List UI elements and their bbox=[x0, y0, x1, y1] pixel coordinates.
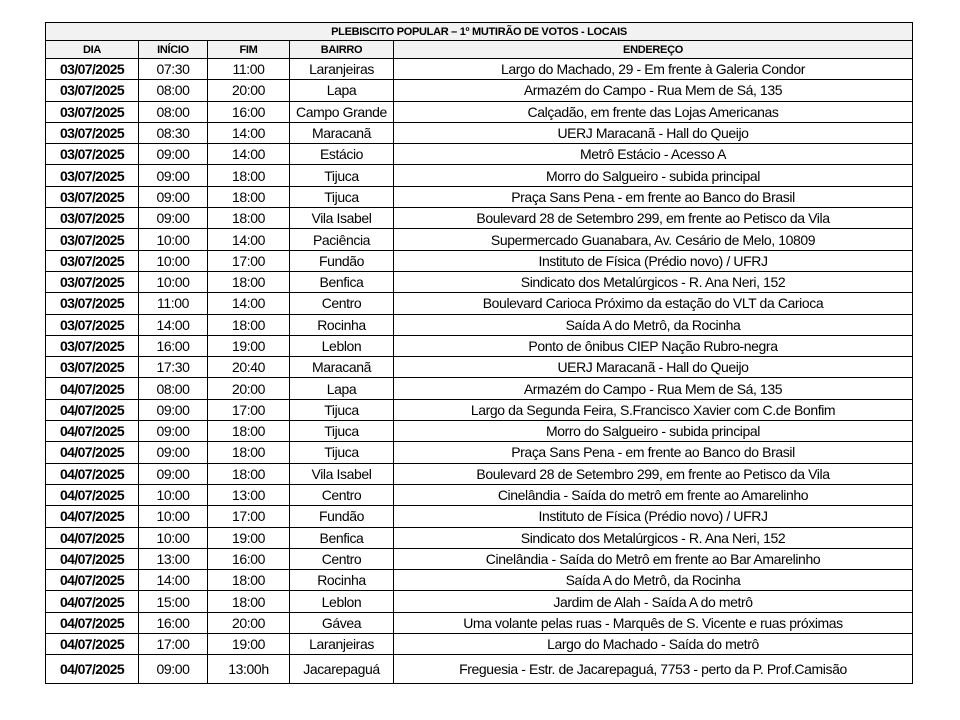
cell-fim: 18:00 bbox=[208, 186, 290, 207]
cell-endereco: Saída A do Metrô, da Rocinha bbox=[394, 314, 913, 335]
table-row bbox=[46, 80, 913, 101]
table-row bbox=[46, 314, 913, 335]
cell-fim: 17:00 bbox=[208, 506, 290, 527]
cell-endereco: Supermercado Guanabara, Av. Cesário de Melo, 10809 bbox=[394, 229, 913, 250]
cell-inicio: 08:30 bbox=[139, 122, 208, 143]
cell-endereco: Largo da Segunda Feira, S.Francisco Xavier com C.de Bonfim bbox=[394, 399, 913, 420]
cell-fim: 20:00 bbox=[208, 612, 290, 633]
cell-bairro: Tijuca bbox=[290, 186, 394, 207]
table-row bbox=[46, 655, 913, 684]
cell-inicio: 17:00 bbox=[139, 634, 208, 655]
table-row bbox=[46, 506, 913, 527]
table-header-row bbox=[46, 41, 913, 59]
cell-bairro: Estácio bbox=[290, 144, 394, 165]
cell-fim: 19:00 bbox=[208, 335, 290, 356]
cell-inicio: 10:00 bbox=[139, 527, 208, 548]
cell-bairro: Fundão bbox=[290, 250, 394, 271]
cell-bairro: Laranjeiras bbox=[290, 634, 394, 655]
cell-inicio: 09:00 bbox=[139, 655, 208, 684]
header-endereco: ENDEREÇO bbox=[394, 41, 913, 59]
cell-fim: 17:00 bbox=[208, 399, 290, 420]
cell-bairro: Centro bbox=[290, 293, 394, 314]
cell-endereco: Boulevard Carioca Próximo da estação do VLT da Carioca bbox=[394, 293, 913, 314]
cell-endereco: Boulevard 28 de Setembro 299, em frente ao Petisco da Vila bbox=[394, 463, 913, 484]
cell-bairro: Lapa bbox=[290, 378, 394, 399]
cell-inicio: 08:00 bbox=[139, 101, 208, 122]
header-bairro: BAIRRO bbox=[290, 41, 394, 59]
cell-bairro: Paciência bbox=[290, 229, 394, 250]
cell-dia: 04/07/2025 bbox=[46, 591, 139, 612]
cell-dia: 04/07/2025 bbox=[46, 655, 139, 684]
table-row bbox=[46, 421, 913, 442]
cell-inicio: 13:00 bbox=[139, 548, 208, 569]
cell-bairro: Rocinha bbox=[290, 570, 394, 591]
cell-fim: 13:00h bbox=[208, 655, 290, 684]
table-row bbox=[46, 612, 913, 633]
cell-inicio: 09:00 bbox=[139, 165, 208, 186]
table-row bbox=[46, 208, 913, 229]
cell-dia: 03/07/2025 bbox=[46, 144, 139, 165]
cell-dia: 04/07/2025 bbox=[46, 527, 139, 548]
cell-dia: 03/07/2025 bbox=[46, 208, 139, 229]
cell-endereco: UERJ Maracanã - Hall do Queijo bbox=[394, 357, 913, 378]
cell-dia: 03/07/2025 bbox=[46, 122, 139, 143]
cell-inicio: 09:00 bbox=[139, 144, 208, 165]
table-row bbox=[46, 186, 913, 207]
table-row bbox=[46, 357, 913, 378]
cell-bairro: Leblon bbox=[290, 335, 394, 356]
cell-fim: 18:00 bbox=[208, 208, 290, 229]
cell-bairro: Tijuca bbox=[290, 165, 394, 186]
cell-bairro: Centro bbox=[290, 548, 394, 569]
cell-dia: 04/07/2025 bbox=[46, 612, 139, 633]
table-title-row bbox=[46, 23, 913, 41]
cell-dia: 03/07/2025 bbox=[46, 250, 139, 271]
cell-bairro: Maracanã bbox=[290, 122, 394, 143]
cell-inicio: 14:00 bbox=[139, 314, 208, 335]
schedule-table bbox=[45, 22, 913, 684]
cell-fim: 18:00 bbox=[208, 314, 290, 335]
table-row bbox=[46, 229, 913, 250]
cell-dia: 04/07/2025 bbox=[46, 506, 139, 527]
header-inicio: INÍCIO bbox=[139, 41, 208, 59]
cell-endereco: Cinelândia - Saída do metrô em frente ao Amarelinho bbox=[394, 484, 913, 505]
table-title: PLEBISCITO POPULAR – 1º MUTIRÃO DE VOTOS - LOCAIS bbox=[46, 23, 913, 41]
cell-endereco: Freguesia - Estr. de Jacarepaguá, 7753 - perto da P. Prof.Camisão bbox=[394, 655, 913, 684]
cell-bairro: Vila Isabel bbox=[290, 208, 394, 229]
table-row bbox=[46, 548, 913, 569]
cell-fim: 18:00 bbox=[208, 271, 290, 292]
cell-bairro: Maracanã bbox=[290, 357, 394, 378]
cell-dia: 03/07/2025 bbox=[46, 59, 139, 80]
cell-endereco: Ponto de ônibus CIEP Nação Rubro-negra bbox=[394, 335, 913, 356]
cell-fim: 18:00 bbox=[208, 570, 290, 591]
cell-fim: 14:00 bbox=[208, 144, 290, 165]
table-row bbox=[46, 463, 913, 484]
cell-endereco: UERJ Maracanã - Hall do Queijo bbox=[394, 122, 913, 143]
cell-fim: 20:00 bbox=[208, 80, 290, 101]
cell-inicio: 09:00 bbox=[139, 208, 208, 229]
cell-inicio: 09:00 bbox=[139, 442, 208, 463]
cell-inicio: 16:00 bbox=[139, 612, 208, 633]
cell-dia: 04/07/2025 bbox=[46, 421, 139, 442]
cell-fim: 18:00 bbox=[208, 591, 290, 612]
cell-dia: 04/07/2025 bbox=[46, 399, 139, 420]
cell-endereco: Sindicato dos Metalúrgicos - R. Ana Neri, 152 bbox=[394, 527, 913, 548]
cell-inicio: 08:00 bbox=[139, 378, 208, 399]
cell-endereco: Armazém do Campo - Rua Mem de Sá, 135 bbox=[394, 378, 913, 399]
table-body bbox=[46, 59, 913, 684]
cell-inicio: 09:00 bbox=[139, 186, 208, 207]
cell-fim: 14:00 bbox=[208, 293, 290, 314]
cell-dia: 03/07/2025 bbox=[46, 271, 139, 292]
cell-bairro: Fundão bbox=[290, 506, 394, 527]
cell-dia: 03/07/2025 bbox=[46, 165, 139, 186]
table-row bbox=[46, 293, 913, 314]
cell-endereco: Instituto de Física (Prédio novo) / UFRJ bbox=[394, 506, 913, 527]
cell-fim: 17:00 bbox=[208, 250, 290, 271]
cell-endereco: Praça Sans Pena - em frente ao Banco do Brasil bbox=[394, 442, 913, 463]
cell-dia: 04/07/2025 bbox=[46, 378, 139, 399]
cell-fim: 18:00 bbox=[208, 463, 290, 484]
schedule-sheet bbox=[45, 22, 912, 684]
cell-fim: 18:00 bbox=[208, 421, 290, 442]
cell-bairro: Tijuca bbox=[290, 421, 394, 442]
cell-inicio: 07:30 bbox=[139, 59, 208, 80]
cell-dia: 03/07/2025 bbox=[46, 357, 139, 378]
cell-fim: 19:00 bbox=[208, 634, 290, 655]
cell-dia: 03/07/2025 bbox=[46, 314, 139, 335]
cell-inicio: 08:00 bbox=[139, 80, 208, 101]
cell-fim: 18:00 bbox=[208, 165, 290, 186]
cell-fim: 19:00 bbox=[208, 527, 290, 548]
cell-dia: 04/07/2025 bbox=[46, 570, 139, 591]
cell-fim: 16:00 bbox=[208, 101, 290, 122]
cell-fim: 20:40 bbox=[208, 357, 290, 378]
cell-inicio: 09:00 bbox=[139, 463, 208, 484]
cell-bairro: Gávea bbox=[290, 612, 394, 633]
cell-inicio: 10:00 bbox=[139, 250, 208, 271]
cell-bairro: Laranjeiras bbox=[290, 59, 394, 80]
cell-endereco: Metrô Estácio - Acesso A bbox=[394, 144, 913, 165]
cell-endereco: Instituto de Física (Prédio novo) / UFRJ bbox=[394, 250, 913, 271]
cell-fim: 16:00 bbox=[208, 548, 290, 569]
table-row bbox=[46, 591, 913, 612]
cell-inicio: 16:00 bbox=[139, 335, 208, 356]
cell-endereco: Morro do Salgueiro - subida principal bbox=[394, 421, 913, 442]
cell-dia: 03/07/2025 bbox=[46, 101, 139, 122]
table-row bbox=[46, 378, 913, 399]
cell-bairro: Centro bbox=[290, 484, 394, 505]
cell-inicio: 14:00 bbox=[139, 570, 208, 591]
table-row bbox=[46, 165, 913, 186]
table-row bbox=[46, 101, 913, 122]
table-row bbox=[46, 442, 913, 463]
cell-endereco: Largo do Machado - Saída do metrô bbox=[394, 634, 913, 655]
cell-bairro: Lapa bbox=[290, 80, 394, 101]
cell-inicio: 10:00 bbox=[139, 484, 208, 505]
cell-endereco: Boulevard 28 de Setembro 299, em frente ao Petisco da Vila bbox=[394, 208, 913, 229]
cell-endereco: Calçadão, em frente das Lojas Americanas bbox=[394, 101, 913, 122]
table-row bbox=[46, 122, 913, 143]
table-row bbox=[46, 484, 913, 505]
cell-endereco: Morro do Salgueiro - subida principal bbox=[394, 165, 913, 186]
cell-inicio: 10:00 bbox=[139, 506, 208, 527]
cell-bairro: Benfica bbox=[290, 271, 394, 292]
cell-endereco: Cinelândia - Saída do Metrô em frente ao Bar Amarelinho bbox=[394, 548, 913, 569]
cell-endereco: Armazém do Campo - Rua Mem de Sá, 135 bbox=[394, 80, 913, 101]
cell-endereco: Largo do Machado, 29 - Em frente à Galeria Condor bbox=[394, 59, 913, 80]
table-row bbox=[46, 527, 913, 548]
cell-dia: 04/07/2025 bbox=[46, 442, 139, 463]
cell-fim: 20:00 bbox=[208, 378, 290, 399]
cell-dia: 04/07/2025 bbox=[46, 463, 139, 484]
table-row bbox=[46, 144, 913, 165]
cell-bairro: Vila Isabel bbox=[290, 463, 394, 484]
cell-endereco: Jardim de Alah - Saída A do metrô bbox=[394, 591, 913, 612]
cell-dia: 04/07/2025 bbox=[46, 548, 139, 569]
cell-bairro: Leblon bbox=[290, 591, 394, 612]
cell-inicio: 15:00 bbox=[139, 591, 208, 612]
cell-dia: 03/07/2025 bbox=[46, 335, 139, 356]
cell-endereco: Praça Sans Pena - em frente ao Banco do Brasil bbox=[394, 186, 913, 207]
table-row bbox=[46, 59, 913, 80]
cell-inicio: 10:00 bbox=[139, 271, 208, 292]
cell-bairro: Tijuca bbox=[290, 442, 394, 463]
cell-bairro: Campo Grande bbox=[290, 101, 394, 122]
cell-fim: 11:00 bbox=[208, 59, 290, 80]
cell-inicio: 11:00 bbox=[139, 293, 208, 314]
cell-bairro: Rocinha bbox=[290, 314, 394, 335]
cell-inicio: 09:00 bbox=[139, 399, 208, 420]
cell-bairro: Tijuca bbox=[290, 399, 394, 420]
cell-dia: 03/07/2025 bbox=[46, 80, 139, 101]
table-row bbox=[46, 634, 913, 655]
cell-inicio: 09:00 bbox=[139, 421, 208, 442]
cell-inicio: 17:30 bbox=[139, 357, 208, 378]
table-row bbox=[46, 271, 913, 292]
header-dia: DIA bbox=[46, 41, 139, 59]
table-row bbox=[46, 570, 913, 591]
cell-dia: 03/07/2025 bbox=[46, 229, 139, 250]
header-fim: FIM bbox=[208, 41, 290, 59]
cell-bairro: Benfica bbox=[290, 527, 394, 548]
table-row bbox=[46, 250, 913, 271]
cell-endereco: Saída A do Metrô, da Rocinha bbox=[394, 570, 913, 591]
cell-fim: 13:00 bbox=[208, 484, 290, 505]
cell-dia: 04/07/2025 bbox=[46, 634, 139, 655]
cell-endereco: Uma volante pelas ruas - Marquês de S. Vicente e ruas próximas bbox=[394, 612, 913, 633]
cell-dia: 04/07/2025 bbox=[46, 484, 139, 505]
cell-bairro: Jacarepaguá bbox=[290, 655, 394, 684]
cell-endereco: Sindicato dos Metalúrgicos - R. Ana Neri, 152 bbox=[394, 271, 913, 292]
table-row bbox=[46, 399, 913, 420]
cell-fim: 14:00 bbox=[208, 122, 290, 143]
cell-dia: 03/07/2025 bbox=[46, 186, 139, 207]
cell-fim: 14:00 bbox=[208, 229, 290, 250]
cell-inicio: 10:00 bbox=[139, 229, 208, 250]
cell-fim: 18:00 bbox=[208, 442, 290, 463]
cell-dia: 03/07/2025 bbox=[46, 293, 139, 314]
table-row bbox=[46, 335, 913, 356]
